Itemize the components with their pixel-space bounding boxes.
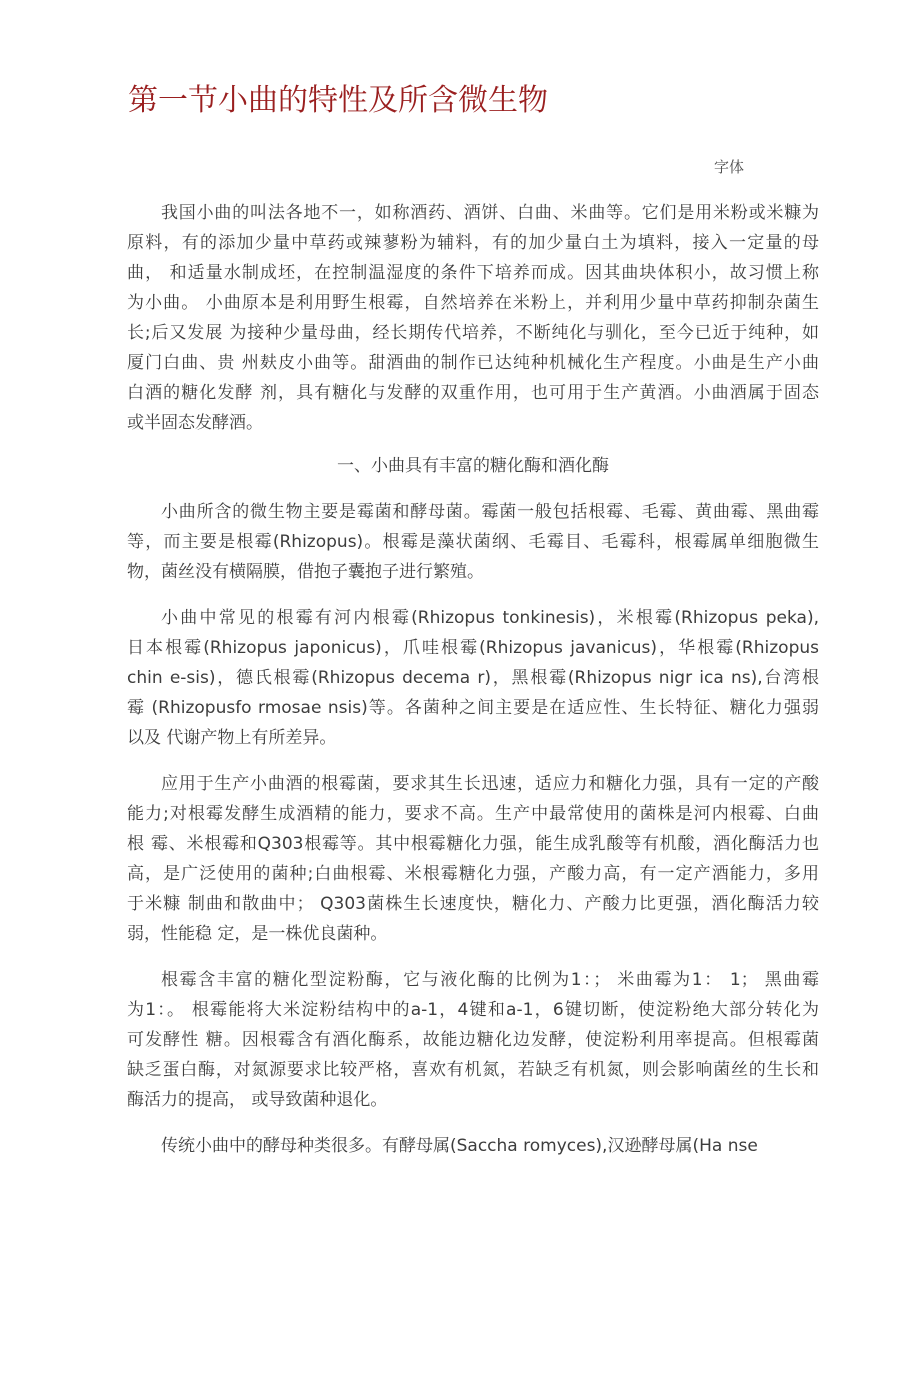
text-line: 根霉含丰富的糖化型淀粉酶，它与液化酶的比例为1：； 米曲霉为1： 1； 黑曲霉	[161, 970, 819, 990]
text-line: 小曲中常见的根霉有河内根霉(Rhizopus tonkinesis)，米根霉(Rhizopus peka),	[161, 608, 819, 628]
paragraph-yeasts	[127, 1131, 819, 1161]
paragraph-rhizopus-species	[127, 603, 819, 753]
text-line: 原料，有的添加少量中草药或辣蓼粉为辅料，有的加少量白土为填料，接入一定量的母	[127, 233, 819, 253]
text-line: 我国小曲的叫法各地不一，如称酒药、酒饼、白曲、米曲等。它们是用米粉或米糠为	[161, 203, 819, 223]
text-line: 小曲所含的微生物主要是霉菌和酵母菌。霉菌一般包括根霉、毛霉、黄曲霉、黑曲霉	[161, 502, 819, 522]
paragraph-microbes	[127, 497, 819, 587]
text-line: 缺乏蛋白酶，对氮源要求比较严格，喜欢有机氮，若缺乏有机氮，则会影响菌丝的生长和	[127, 1060, 819, 1080]
text-line: 为小曲。 小曲原本是利用野生根霉，自然培养在米粉上，并利用少量中草药抑制杂菌生	[127, 293, 819, 313]
document-page	[0, 85, 920, 1387]
text-line: 等，而主要是根霉(Rhizopus)。根霉是藻状菌纲、毛霉目、毛霉科，根霉属单细胞微生	[127, 532, 819, 552]
paragraph-enzymes	[127, 965, 819, 1115]
page-title: 第一节小曲的特性及所含微生物	[128, 83, 548, 118]
text-line: 弱，性能稳 定，是一株优良菌种。	[127, 924, 388, 944]
text-line: 白酒的糖化发酵 剂，具有糖化与发酵的双重作用，也可用于生产黄酒。小曲酒属于固态	[127, 383, 819, 403]
text-line: 可发酵性 糖。因根霉含有酒化酶系，故能边糖化边发酵，使淀粉利用率提高。但根霉菌	[127, 1030, 819, 1050]
paragraph-production-strains	[127, 769, 819, 949]
section-heading: 一、小曲具有丰富的糖化酶和酒化酶	[337, 456, 609, 476]
text-line: 厦门白曲、贵 州麸皮小曲等。甜酒曲的制作已达纯种机械化生产程度。小曲是生产小曲	[127, 353, 819, 373]
text-line: 或半固态发酵酒。	[127, 413, 263, 433]
text-line: 传统小曲中的酵母种类很多。有酵母属(Saccha romyces),汉逊酵母属(Ha nse	[161, 1136, 758, 1156]
text-line: 酶活力的提高， 或导致菌种退化。	[127, 1090, 388, 1110]
paragraph-intro	[127, 198, 819, 438]
font-toolbar	[0, 157, 744, 176]
text-line: 以及 代谢产物上有所差异。	[127, 728, 337, 748]
text-line: 能力;对根霉发酵生成酒精的能力，要求不高。生产中最常使用的菌株是河内根霉、白曲	[127, 804, 819, 824]
text-line: 日本根霉(Rhizopus japonicus)，爪哇根霉(Rhizopus javanicus)，华根霉(Rhizopus	[127, 638, 819, 658]
text-line: 高，是广泛使用的菌种;白曲根霉、米根霉糖化力强，产酸力高，有一定产酒能力，多用	[127, 864, 819, 884]
text-line: 于米糠 制曲和散曲中； Q303菌株生长速度快，糖化力、产酸力比更强，酒化酶活力较	[127, 894, 819, 914]
text-line: 根 霉、米根霉和Q303根霉等。其中根霉糖化力强，能生成乳酸等有机酸，酒化酶活力也	[127, 834, 819, 854]
text-line: 长;后又发展 为接种少量母曲，经长期传代培养，不断纯化与驯化，至今已近于纯种，如	[127, 323, 819, 343]
text-line: 霉 (Rhizopusfo rmosae nsis)等。各菌种之间主要是在适应性、生长特征、糖化力强弱	[127, 698, 819, 718]
text-line: 物，菌丝没有横隔膜，借抱子囊抱子进行繁殖。	[127, 562, 484, 582]
text-line: 为1：。 根霉能将大米淀粉结构中的a-1，4键和a-1，6键切断，使淀粉绝大部分转化为	[127, 1000, 819, 1020]
text-line: 应用于生产小曲酒的根霉菌，要求其生长迅速，适应力和糖化力强，具有一定的产酸	[161, 774, 819, 794]
text-line: chin e-sis)，德氏根霉(Rhizopus decema r)，黑根霉(Rhizopus nigr ica ns),台湾根	[127, 668, 819, 688]
font-label[interactable]: 字体	[713, 158, 744, 176]
text-line: 曲， 和适量水制成坯，在控制温湿度的条件下培养而成。因其曲块体积小，故习惯上称	[127, 263, 819, 283]
document-body	[127, 198, 819, 1161]
